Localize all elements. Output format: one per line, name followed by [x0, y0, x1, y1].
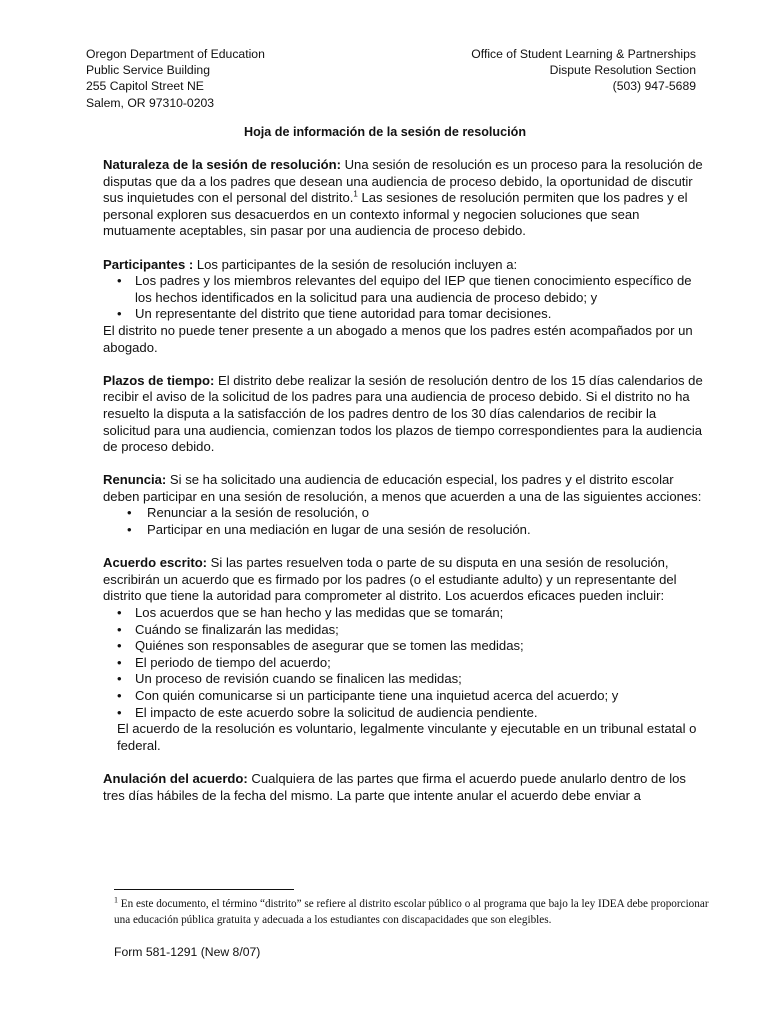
section-text: Los participantes de la sesión de resolución incluyen a:: [193, 256, 518, 272]
document-body: [103, 157, 703, 821]
section-heading: Acuerdo escrito:: [103, 555, 208, 571]
office-name: Office of Student Learning & Partnerships: [471, 47, 696, 61]
street-address: 255 Capitol Street NE: [86, 79, 204, 94]
waiver-options-list: [103, 505, 703, 538]
list-item: • Renunciar a la sesión de resolución, o: [103, 505, 703, 522]
section-paragraph: [103, 157, 703, 240]
section-anulacion: [103, 771, 703, 804]
office-contact-block: [471, 46, 696, 95]
list-item: • Quiénes son responsables de asegurar que se tomen las medidas;: [103, 638, 703, 655]
section-name: Dispute Resolution Section: [549, 63, 696, 78]
list-item: • Los acuerdos que se han hecho y las medidas que se tomarán;: [103, 605, 703, 622]
section-text: Si se ha solicitado una audiencia de educación especial, los padres y el distrito escolar deben participar en una sesión de resolución, a menos que acuerden a una de las siguientes acciones:: [103, 472, 702, 504]
footnote-text: En este documento, el término “distrito” se refiere al distrito escolar público o al programa que bajo la ley IDEA debe proporcionar una educación pública gratuita y adecuada a los estudiantes con discapacidades que son elegibles.: [114, 898, 709, 926]
section-participantes: [103, 257, 703, 357]
city-state-zip: Salem, OR 97310-0203: [86, 95, 215, 110]
section-text: Una sesión de resolución es un proceso para la resolución de disputas que da a los padres que desean una audiencia de proceso debido, la oportunidad de discutir sus inquietudes con el personal del distrito.: [103, 157, 703, 206]
section-paragraph: [103, 771, 703, 804]
section-note: El distrito no puede tener presente a un abogado a menos que los padres estén acompañados por un abogado.: [103, 322, 693, 355]
section-heading: Anulación del acuerdo:: [103, 770, 248, 786]
footnote-mark: 1: [114, 895, 118, 905]
list-item: • Cuándo se finalizarán las medidas;: [103, 622, 703, 639]
section-paragraph: [103, 257, 703, 274]
form-number: Form 581-1291 (New 8/07): [114, 945, 261, 959]
section-paragraph: [103, 373, 703, 456]
footnote: [114, 896, 714, 928]
section-paragraph: [103, 472, 703, 505]
building-name: Public Service Building: [86, 63, 210, 78]
list-item: • Los padres y los miembros relevantes del equipo del IEP que tienen conocimiento específico de los hechos identificados en la solicitud para una audiencia de proceso debido; y: [103, 273, 703, 306]
list-item: • El periodo de tiempo del acuerdo;: [103, 655, 703, 672]
section-paragraph: [103, 555, 703, 605]
section-heading: Plazos de tiempo:: [103, 372, 215, 388]
list-item: • Participar en una mediación en lugar de una sesión de resolución.: [103, 522, 703, 539]
section-text-continued: Las sesiones de resolución permiten que los padres y el personal exploren sus desacuerdos en un contexto informal y negocien soluciones que sean mutuamente aceptables, sin pasar por una audiencia de proceso debido.: [103, 190, 688, 239]
list-item: • El impacto de este acuerdo sobre la solicitud de audiencia pendiente.: [103, 705, 703, 722]
agency-address-block: [86, 46, 265, 111]
section-naturaleza: [103, 157, 703, 240]
section-acuerdo: [103, 555, 703, 754]
section-heading: Renuncia:: [103, 472, 167, 488]
section-plazos: [103, 373, 703, 456]
section-heading: Naturaleza de la sesión de resolución:: [103, 157, 341, 172]
agency-name: Oregon Department of Education: [86, 47, 265, 61]
section-text: Si las partes resuelven toda o parte de su disputa en una sesión de resolución, escribirán un acuerdo que es firmado por los padres (o el estudiante adulto) y un representante del distrito que tiene la autoridad para comprometer al distrito. Los acuerdos eficaces pueden incluir:: [103, 555, 677, 604]
agreement-contents-list: [103, 605, 703, 721]
section-heading: Participantes :: [103, 256, 194, 272]
list-item: • Un representante del distrito que tiene autoridad para tomar decisiones.: [103, 306, 703, 323]
section-text: El distrito debe realizar la sesión de resolución dentro de los 15 días calendarios de recibir el aviso de la solicitud de los padres para una audiencia de proceso debido. Si el distrito no ha resuelto la disputa a la satisfacción de los padres dentro de los 30 días calendarios de recibir la solicitud para una audiencia, comienzan todos los plazos de tiempo correspondientes para la audiencia de proceso debido.: [103, 372, 703, 455]
section-renuncia: [103, 472, 703, 538]
section-text: Cualquiera de las partes que firma el acuerdo puede anularlo dentro de los tres días hábiles de la fecha del mismo. La parte que intente anular el acuerdo debe enviar a: [103, 770, 686, 803]
document-title: Hoja de información de la sesión de resolución: [243, 125, 527, 139]
phone-number: (503) 947-5689: [612, 79, 696, 94]
footnote-divider: [114, 889, 294, 890]
participants-list: [103, 273, 703, 323]
list-item: • Un proceso de revisión cuando se finalicen las medidas;: [103, 671, 703, 688]
footnote-reference: 1: [353, 189, 358, 199]
list-item: • Con quién comunicarse si un participante tiene una inquietud acerca del acuerdo; y: [103, 688, 703, 705]
section-note: El acuerdo de la resolución es voluntario, legalmente vinculante y ejecutable en un tribunal estatal o federal.: [117, 721, 697, 753]
